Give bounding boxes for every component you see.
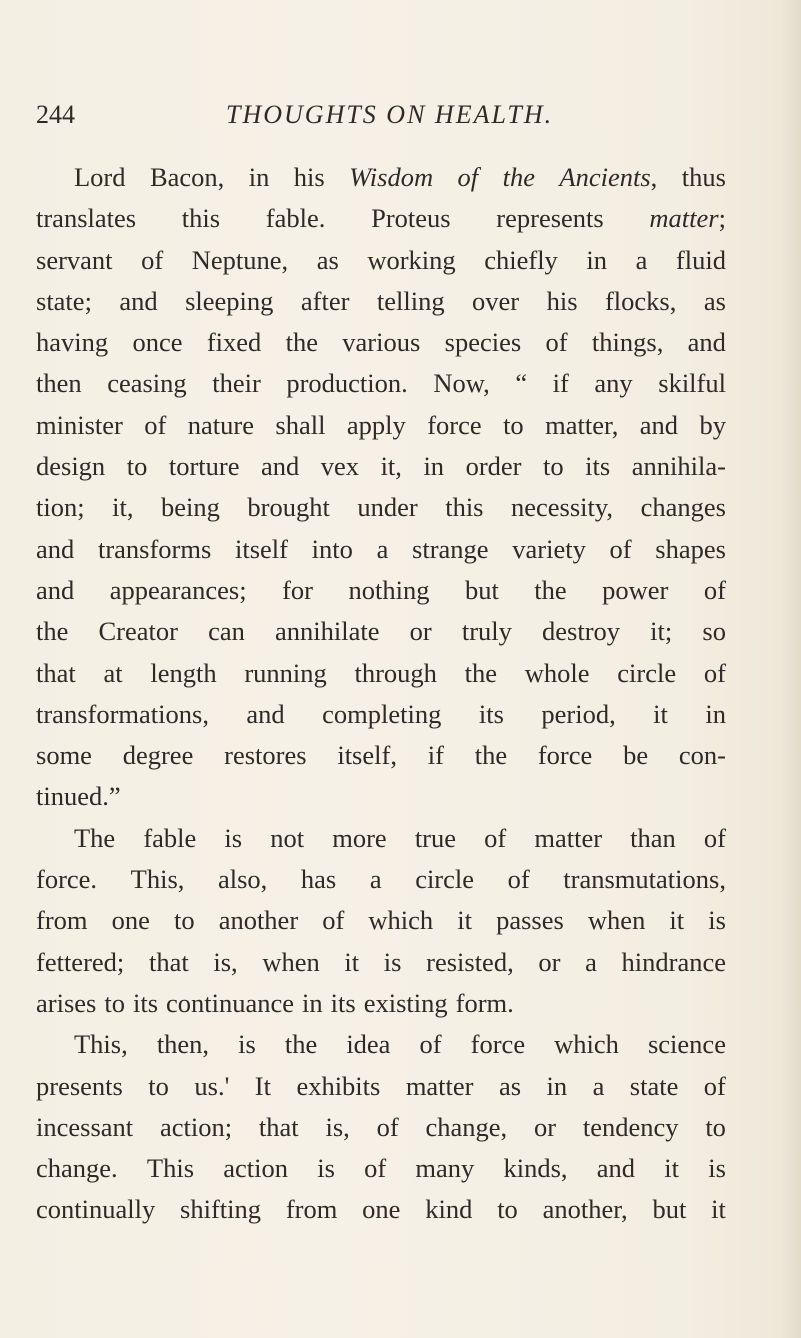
text-line bbox=[36, 198, 726, 239]
text-word: running bbox=[244, 657, 327, 688]
text-word: force bbox=[427, 409, 482, 440]
text-word: it; bbox=[650, 616, 673, 647]
text-line bbox=[36, 776, 726, 817]
text-word: This, bbox=[130, 864, 185, 895]
text-word: fluid bbox=[675, 244, 726, 275]
text-word: force. bbox=[36, 864, 98, 895]
page-number: 244 bbox=[36, 100, 75, 129]
text-word: its bbox=[478, 698, 504, 729]
text-word: itself, bbox=[337, 740, 397, 771]
text-word: and bbox=[261, 451, 300, 482]
text-word: as bbox=[498, 1070, 522, 1101]
text-word: destroy bbox=[542, 616, 621, 647]
body-text bbox=[36, 157, 726, 1231]
text-word: fable bbox=[143, 822, 197, 853]
text-word: that bbox=[148, 946, 189, 977]
text-word: which bbox=[368, 905, 434, 936]
text-word: state; bbox=[36, 285, 92, 316]
text-word: brought bbox=[247, 492, 330, 523]
text-word: which bbox=[554, 1029, 619, 1060]
text-word: to bbox=[543, 451, 564, 482]
text-line bbox=[36, 446, 726, 487]
text-word: of bbox=[703, 1070, 726, 1101]
text-word: has bbox=[300, 864, 337, 895]
text-word: idea bbox=[346, 1029, 391, 1060]
text-word: or bbox=[538, 946, 561, 977]
text-word: transformations, bbox=[36, 698, 209, 729]
text-word: to bbox=[148, 1070, 169, 1101]
text-word: things, bbox=[591, 327, 664, 358]
text-word: is bbox=[708, 1153, 726, 1184]
text-word: of bbox=[703, 657, 726, 688]
text-word: of bbox=[484, 822, 507, 853]
text-word: kind bbox=[425, 1194, 473, 1225]
text-word: its bbox=[585, 451, 611, 482]
text-word: variety bbox=[512, 533, 586, 564]
text-word: and bbox=[36, 533, 75, 564]
text-word: is, bbox=[325, 1111, 350, 1142]
text-word: working bbox=[367, 244, 456, 275]
text-word: itself bbox=[234, 533, 288, 564]
text-word: It bbox=[254, 1070, 271, 1101]
text-word: hindrance bbox=[621, 946, 726, 977]
text-word: another bbox=[218, 905, 299, 936]
text-word: after bbox=[300, 285, 350, 316]
text-word: is bbox=[383, 946, 402, 977]
text-word: his bbox=[546, 285, 578, 316]
text-word: This, bbox=[74, 1029, 128, 1060]
text-word: and bbox=[596, 1153, 636, 1184]
text-line bbox=[36, 900, 726, 941]
text-word: incessant bbox=[36, 1111, 134, 1142]
text-word: existing bbox=[363, 987, 448, 1018]
text-line bbox=[36, 859, 726, 900]
text-word: shall bbox=[275, 409, 326, 440]
text-word: another, bbox=[542, 1194, 628, 1225]
text-word: Creator bbox=[98, 616, 178, 647]
text-word: its bbox=[132, 987, 159, 1018]
text-word: is bbox=[238, 1029, 256, 1060]
text-word: to bbox=[173, 905, 195, 936]
text-word: is bbox=[224, 822, 243, 853]
text-word: if bbox=[552, 368, 569, 399]
text-word: force bbox=[470, 1029, 526, 1060]
text-word: change, bbox=[425, 1111, 508, 1142]
running-title: THOUGHTS ON HEALTH. bbox=[226, 100, 554, 129]
text-word: length bbox=[150, 657, 217, 688]
text-word: truly bbox=[461, 616, 512, 647]
text-word: changes bbox=[640, 492, 726, 523]
text-word: at bbox=[103, 657, 123, 688]
text-word: it bbox=[711, 1194, 726, 1225]
text-word: in bbox=[248, 162, 270, 192]
text-word: exhibits bbox=[296, 1070, 381, 1101]
text-word: con- bbox=[678, 740, 726, 771]
text-word: the bbox=[284, 1029, 318, 1060]
text-word: shapes bbox=[655, 533, 726, 564]
text-line bbox=[36, 1024, 726, 1065]
text-word: minister bbox=[36, 409, 123, 440]
text-word: it bbox=[664, 1153, 679, 1184]
text-word: to bbox=[497, 1194, 518, 1225]
text-line bbox=[36, 405, 726, 446]
text-word: “ bbox=[515, 368, 528, 399]
text-line bbox=[36, 570, 726, 611]
text-word: the bbox=[534, 574, 567, 605]
text-word: a bbox=[376, 533, 389, 564]
text-word: matter; bbox=[649, 203, 726, 234]
text-word: as bbox=[703, 285, 726, 316]
text-word: transmutations, bbox=[563, 864, 726, 895]
text-word: and bbox=[119, 285, 158, 316]
text-word: the bbox=[36, 616, 69, 647]
text-word: matter, bbox=[545, 409, 619, 440]
text-word: the bbox=[464, 657, 498, 688]
text-word: of bbox=[376, 1111, 399, 1142]
text-word: many bbox=[415, 1153, 475, 1184]
text-word: any bbox=[594, 368, 633, 399]
text-word: be bbox=[623, 740, 649, 771]
text-word: circle bbox=[617, 657, 677, 688]
text-word: a bbox=[585, 946, 597, 977]
text-word: over bbox=[472, 285, 520, 316]
text-word: it bbox=[457, 905, 473, 936]
text-line bbox=[36, 529, 726, 570]
text-word: whole bbox=[524, 657, 590, 688]
text-word: this bbox=[181, 203, 221, 234]
text-line bbox=[36, 363, 726, 404]
text-word: not bbox=[270, 822, 305, 853]
text-word: also, bbox=[218, 864, 268, 895]
text-word: from bbox=[36, 905, 88, 936]
text-word: design bbox=[36, 451, 106, 482]
text-word: apply bbox=[346, 409, 406, 440]
text-line bbox=[36, 735, 726, 776]
text-word: arises bbox=[36, 987, 97, 1018]
text-word: ceasing bbox=[107, 368, 187, 399]
text-word: The bbox=[74, 822, 116, 853]
text-word: this bbox=[445, 492, 484, 523]
text-word: nature bbox=[187, 409, 254, 440]
text-word: presents bbox=[36, 1070, 123, 1101]
text-word: its bbox=[330, 987, 356, 1018]
text-word: circle bbox=[415, 864, 475, 895]
text-word: of bbox=[609, 533, 632, 564]
text-word: fable. bbox=[265, 203, 326, 234]
text-word: form. bbox=[455, 987, 514, 1018]
text-line bbox=[36, 1107, 726, 1148]
text-line bbox=[36, 1189, 726, 1230]
text-word: and bbox=[639, 409, 679, 440]
text-word: more bbox=[332, 822, 387, 853]
text-word: of bbox=[141, 244, 164, 275]
text-word: in bbox=[546, 1070, 568, 1101]
text-word: and bbox=[36, 574, 75, 605]
text-word: to bbox=[503, 409, 524, 440]
text-word: matter bbox=[405, 1070, 474, 1101]
text-word: necessity, bbox=[511, 492, 614, 523]
text-line bbox=[36, 611, 726, 652]
text-word: fettered; bbox=[36, 946, 125, 977]
text-line bbox=[36, 322, 726, 363]
text-line bbox=[36, 487, 726, 528]
text-word: then bbox=[36, 368, 82, 399]
text-word: one bbox=[111, 905, 150, 936]
text-word: but bbox=[464, 574, 499, 605]
text-word: tendency bbox=[582, 1111, 679, 1142]
text-word: that bbox=[36, 657, 76, 688]
text-word: science bbox=[647, 1029, 726, 1060]
text-word: of bbox=[545, 327, 568, 358]
text-word: action bbox=[223, 1153, 288, 1184]
text-word: it, bbox=[112, 492, 134, 523]
text-word: This bbox=[146, 1153, 195, 1184]
text-word: production. bbox=[286, 368, 408, 399]
text-word: fixed bbox=[206, 327, 262, 358]
text-word: one bbox=[362, 1194, 401, 1225]
text-word: of bbox=[322, 905, 345, 936]
text-word: than bbox=[630, 822, 676, 853]
text-word: into bbox=[311, 533, 353, 564]
text-word: passes bbox=[496, 905, 564, 936]
text-word: change. bbox=[36, 1153, 118, 1184]
text-word: continually bbox=[36, 1194, 156, 1225]
text-word: force bbox=[537, 740, 593, 771]
text-word: torture bbox=[168, 451, 240, 482]
text-word: is, bbox=[213, 946, 238, 977]
text-line bbox=[36, 694, 726, 735]
text-word: his bbox=[293, 162, 325, 192]
text-word: in bbox=[423, 451, 445, 482]
text-word: Wisdom bbox=[349, 162, 434, 192]
text-word: a bbox=[635, 244, 648, 275]
text-word: of bbox=[703, 822, 726, 853]
text-word: the bbox=[285, 327, 318, 358]
text-word: the bbox=[474, 740, 508, 771]
text-word: a bbox=[592, 1070, 605, 1101]
text-word: servant bbox=[36, 244, 113, 275]
text-word: it bbox=[344, 946, 360, 977]
text-word: then, bbox=[156, 1029, 210, 1060]
text-word: action; bbox=[159, 1111, 233, 1142]
text-word: state bbox=[629, 1070, 679, 1101]
text-word: of bbox=[364, 1153, 387, 1184]
text-word: through bbox=[354, 657, 437, 688]
text-word: appearances; bbox=[109, 574, 247, 605]
text-line bbox=[36, 240, 726, 281]
text-word: of bbox=[457, 162, 479, 192]
text-word: Proteus bbox=[371, 203, 451, 234]
text-word: some bbox=[36, 740, 92, 771]
text-word: the bbox=[502, 162, 535, 192]
text-line bbox=[36, 1066, 726, 1107]
text-word: of bbox=[419, 1029, 442, 1060]
text-word: it bbox=[653, 698, 668, 729]
text-word: us.' bbox=[194, 1070, 230, 1101]
text-word: sleeping bbox=[185, 285, 274, 316]
text-word: continuance bbox=[166, 987, 295, 1018]
text-line bbox=[36, 1148, 726, 1189]
text-word: degree bbox=[122, 740, 194, 771]
text-line bbox=[36, 818, 726, 859]
text-word: or bbox=[533, 1111, 557, 1142]
text-word: matter bbox=[534, 822, 603, 853]
text-line bbox=[36, 157, 726, 198]
text-word: transforms bbox=[97, 533, 212, 564]
text-word: in bbox=[705, 698, 726, 729]
text-word: various bbox=[342, 327, 421, 358]
text-word: to bbox=[705, 1111, 726, 1142]
text-word: but bbox=[652, 1194, 687, 1225]
text-word: of bbox=[144, 409, 167, 440]
text-word: thus bbox=[681, 162, 726, 192]
text-line bbox=[36, 983, 726, 1024]
text-word: is bbox=[708, 905, 726, 936]
text-word: in bbox=[586, 244, 607, 275]
text-word: is bbox=[317, 1153, 335, 1184]
text-word: and bbox=[246, 698, 285, 729]
text-word: Neptune, bbox=[191, 244, 289, 275]
text-word: true bbox=[414, 822, 457, 853]
text-word: shifting bbox=[180, 1194, 262, 1225]
text-word: flocks, bbox=[604, 285, 677, 316]
text-line bbox=[36, 281, 726, 322]
text-word: tinued.” bbox=[36, 781, 121, 812]
text-word: it bbox=[669, 905, 685, 936]
text-word: Lord bbox=[74, 162, 126, 192]
text-word: restores bbox=[224, 740, 307, 771]
text-word: their bbox=[212, 368, 261, 399]
text-word: completing bbox=[322, 698, 442, 729]
text-word: if bbox=[427, 740, 444, 771]
text-word: of bbox=[703, 574, 726, 605]
text-word: it, bbox=[380, 451, 402, 482]
text-word: so bbox=[702, 616, 726, 647]
text-word: skilful bbox=[658, 368, 726, 399]
text-word: when bbox=[587, 905, 646, 936]
text-word: strange bbox=[412, 533, 489, 564]
text-line bbox=[36, 653, 726, 694]
text-word: or bbox=[409, 616, 432, 647]
page-edge-shadow bbox=[779, 0, 801, 1338]
text-word: telling bbox=[376, 285, 445, 316]
text-word: translates bbox=[36, 203, 137, 234]
text-word: Now, bbox=[433, 368, 490, 399]
text-word: Bacon, bbox=[149, 162, 225, 192]
text-word: species bbox=[444, 327, 522, 358]
text-word: can bbox=[208, 616, 245, 647]
text-word: Ancients, bbox=[559, 162, 658, 192]
text-word: under bbox=[357, 492, 418, 523]
text-word: represents bbox=[496, 203, 604, 234]
text-word: chiefly bbox=[484, 244, 558, 275]
text-word: from bbox=[285, 1194, 338, 1225]
text-word: once bbox=[132, 327, 183, 358]
text-word: for bbox=[282, 574, 313, 605]
text-word: in bbox=[302, 987, 323, 1018]
text-word: by bbox=[699, 409, 726, 440]
text-word: annihilate bbox=[275, 616, 380, 647]
text-word: order bbox=[465, 451, 522, 482]
text-word: being bbox=[161, 492, 220, 523]
text-word: tion; bbox=[36, 492, 85, 523]
text-word: annihila- bbox=[631, 451, 726, 482]
running-head bbox=[36, 100, 756, 140]
text-word: power bbox=[602, 574, 669, 605]
text-word: of bbox=[507, 864, 530, 895]
text-word: kinds, bbox=[503, 1153, 568, 1184]
text-word: that bbox=[258, 1111, 299, 1142]
text-word: to bbox=[126, 451, 148, 482]
text-word: and bbox=[687, 327, 726, 358]
text-word: as bbox=[316, 244, 339, 275]
text-word: vex bbox=[320, 451, 360, 482]
text-word: to bbox=[104, 987, 125, 1018]
text-word: resisted, bbox=[426, 946, 514, 977]
text-line bbox=[36, 942, 726, 983]
text-word: a bbox=[369, 864, 382, 895]
text-word: having bbox=[36, 327, 109, 358]
text-word: period, bbox=[541, 698, 616, 729]
text-word: nothing bbox=[348, 574, 430, 605]
text-word: when bbox=[262, 946, 320, 977]
